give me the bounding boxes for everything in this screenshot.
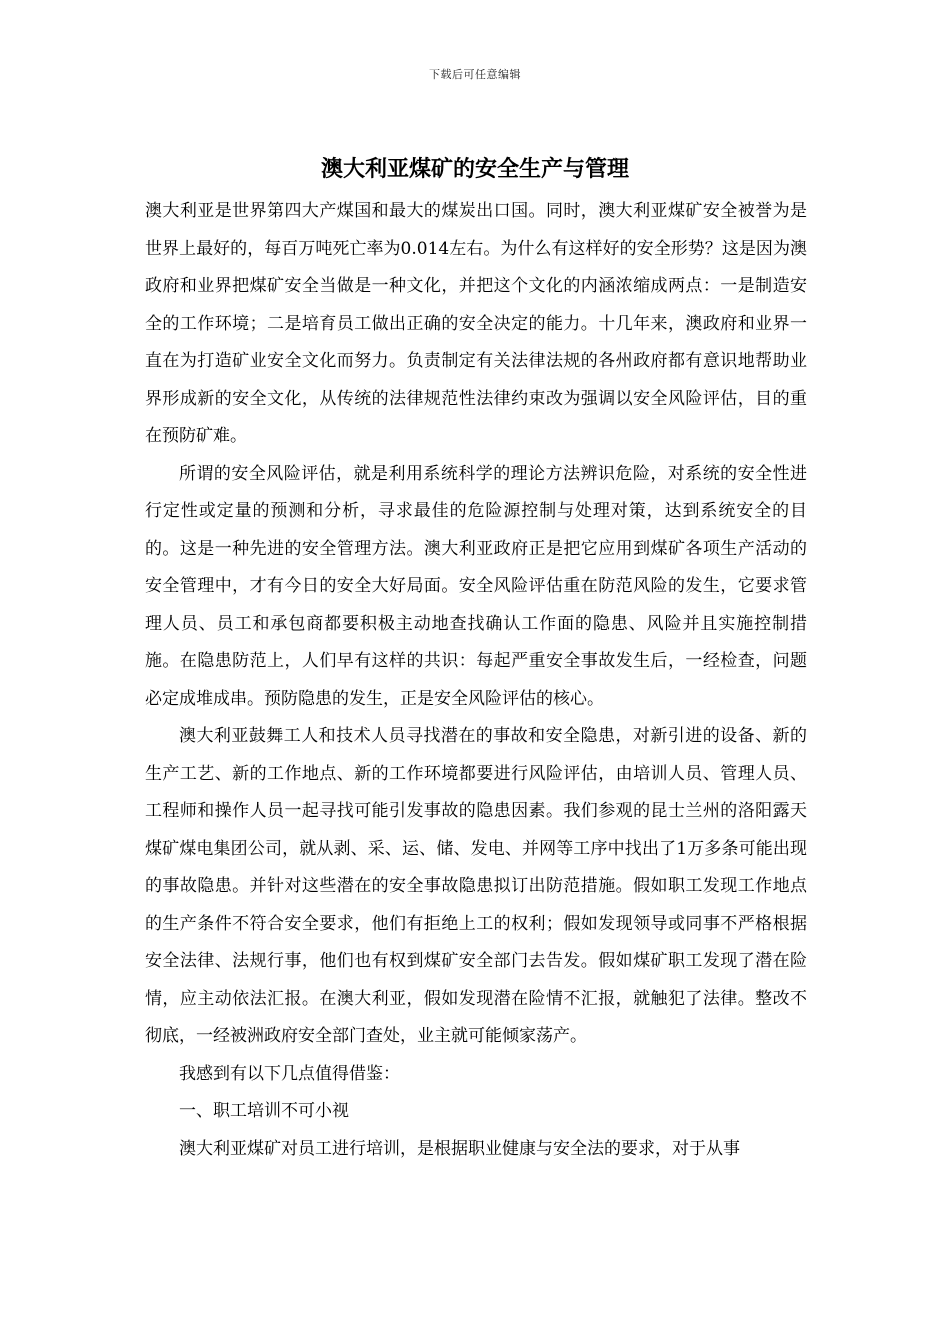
document-title: 澳大利亚煤矿的安全生产与管理 [320,156,629,182]
paragraph-training: 澳大利亚煤矿对员工进行培训，是根据职业健康与安全法的要求，对于从事 [179,1138,740,1159]
document-body [145,193,807,1168]
paragraph-intro: 澳大利亚是世界第四大产煤国和最大的煤炭出口国。同时，澳大利亚煤矿安全被誉为是世界上最好的，每百万吨死亡率为0.014左右。为什么有这样好的安全形势？这是因为澳政府和业界把煤矿安全当做是一种文化，并把这个文化的内涵浓缩成两点：一是制造安全的工作环境；二是培育员工做出正确的安全决定的能力。十几年来，澳政府和业界一直在为打造矿业安全文化而努力。负责制定有关法律法规的各州政府都有意识地帮助业界形成新的安全文化，从传统的法律规范性法律约束改为强调以安全风险评估，目的重在预防矿难。 [145,201,807,446]
paragraph-hazard-search: 澳大利亚鼓舞工人和技术人员寻找潜在的事故和安全隐患，对新引进的设备、新的生产工艺、新的工作地点、新的工作环境都要进行风险评估，由培训人员、管理人员、工程师和操作人员一起寻找可能引发事故的隐患因素。我们参观的昆士兰州的洛阳露天煤矿煤电集团公司，就从剥、采、运、储、发电、并网等工序中找出了1万多条可能出现的事故隐患。并针对这些潜在的安全事故隐患拟订出防范措施。假如职工发现工作地点的生产条件不符合安全要求，他们有拒绝上工的权利；假如发现领导或同事不严格根据安全法律、法规行事，他们也有权到煤矿安全部门去告发。假如煤矿职工发现了潜在险情，应主动依法汇报。在澳大利亚，假如发现潜在险情不汇报，就触犯了法律。整改不彻底，一经被洲政府安全部门查处，业主就可能倾家荡产。 [145,726,807,1046]
section-heading-training: 一、职工培训不可小视 [179,1101,349,1121]
paragraph-lessons-intro: 我感到有以下几点值得借鉴： [179,1063,400,1084]
header-note: 下载后可任意编辑 [429,68,521,81]
paragraph-risk-assessment: 所谓的安全风险评估，就是利用系统科学的理论方法辨识危险，对系统的安全性进行定性或定量的预测和分析，寻求最佳的危险源控制与处理对策，达到系统安全的目的。这是一种先进的安全管理方法。澳大利亚政府正是把它应用到煤矿各项生产活动的安全管理中，才有今日的安全大好局面。安全风险评估重在防范风险的发生，它要求管理人员、员工和承包商都要积极主动地查找确认工作面的隐患、风险并且实施控制措施。在隐患防范上，人们早有这样的共识：每起严重安全事故发生后，一经检查，问题必定成堆成串。预防隐患的发生，正是安全风险评估的核心。 [145,463,807,709]
